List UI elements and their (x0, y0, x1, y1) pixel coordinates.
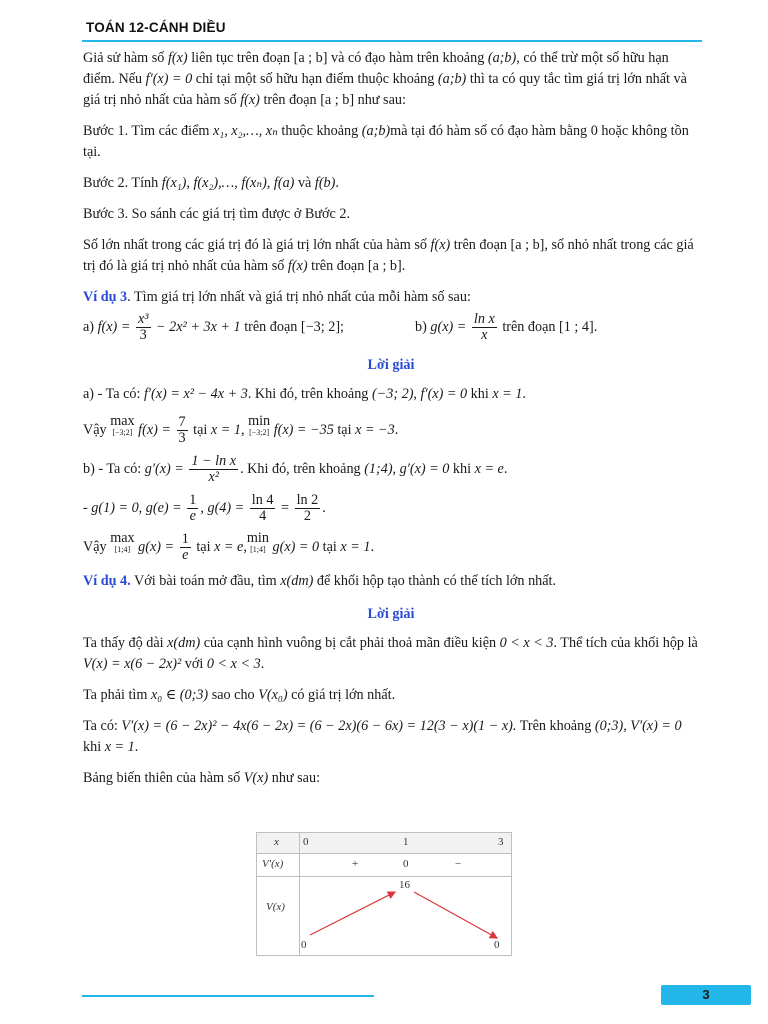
interval: [1;4] (250, 545, 266, 554)
text: trên đoạn [a ; b] như sau: (259, 92, 406, 108)
math: (0;3), V′(x) = 0 (594, 718, 682, 734)
text: sao cho (208, 687, 259, 703)
solution-4-goal (83, 685, 699, 706)
x-value: 1 (403, 836, 409, 848)
example-label: Ví dụ 3 (83, 289, 128, 305)
page-content (83, 48, 699, 799)
function-row-label: V(x) (266, 901, 285, 913)
solution-4-derivative (83, 716, 699, 758)
math: x = 1 (340, 538, 371, 555)
math: , g(4) = (200, 499, 248, 516)
numerator: ln x (473, 311, 495, 327)
intro-paragraph (83, 48, 699, 111)
text: tại (333, 421, 356, 438)
variation-table (256, 832, 512, 956)
decreasing-arrow (414, 892, 497, 938)
header-divider (82, 40, 702, 42)
text: thì ta có quy tắc tìm giá trị lớn nhất và giá trị nhỏ nhất của hàm số (83, 71, 687, 108)
fraction (177, 415, 188, 446)
text: Trên khoảng (516, 718, 595, 734)
text: liên tục trên đoạn [a ; b] và có đạo hàm trên khoảng (187, 50, 488, 66)
denominator: 3 (139, 327, 147, 343)
math: V(x) (243, 770, 269, 786)
text: . Khi đó, trên khoảng (240, 460, 365, 477)
math: x₁, x₂,…, xₙ (212, 123, 278, 139)
text: Bảng biến thiên của hàm số (83, 770, 244, 786)
numerator: x³ (137, 311, 149, 327)
text: Vậy (83, 538, 111, 555)
text: thuộc khoảng (277, 123, 362, 139)
fraction (295, 493, 321, 524)
document-header-title: TOÁN 12-CÁNH DIỀU (86, 20, 226, 35)
text: . (394, 421, 399, 438)
solution-4-condition (83, 633, 699, 675)
example-3-problems (83, 312, 699, 343)
solution-4-heading: Lời giải (367, 606, 415, 622)
fraction (189, 454, 238, 485)
text: . Khi đó, trên khoảng (247, 386, 372, 402)
numerator: 1 (189, 492, 197, 508)
text: Ta phải tìm (83, 687, 151, 703)
interval: [1;4] (114, 545, 131, 554)
derivative-sign: + (352, 858, 359, 870)
min-operator (247, 532, 269, 554)
denominator: e (189, 508, 196, 524)
fraction (472, 312, 497, 343)
text: của cạnh hình vuông bị cắt phải thoả mãn điều kiện (200, 635, 500, 651)
numerator: ln 2 (296, 492, 319, 508)
step-2 (83, 173, 699, 194)
text: , có thể trừ một số hữu hạn điểm. Nếu (83, 50, 669, 87)
math: x = e (474, 460, 504, 477)
math: (a;b) (487, 50, 517, 66)
fraction (180, 532, 191, 563)
problem-b (413, 312, 597, 343)
denominator: 3 (178, 430, 186, 446)
text: . Tìm giá trị lớn nhất và giá trị nhỏ nhất của mỗi hàm số sau: (127, 289, 471, 305)
text: . (134, 739, 139, 755)
step-3: Bước 3. So sánh các giá trị tìm được ở Bước 2. (83, 206, 351, 222)
text: Vậy (83, 421, 111, 438)
math: x = e, (214, 538, 247, 555)
text: khi (467, 386, 493, 402)
text: khi (83, 739, 105, 755)
text: = (277, 499, 293, 516)
text: tại (192, 538, 215, 555)
example-4-prompt (83, 571, 699, 592)
solution-3a-result (83, 415, 699, 446)
text: . (322, 499, 326, 516)
denominator: e (182, 547, 189, 563)
math: V(x₀) (258, 687, 288, 703)
page-number-badge: 3 (661, 985, 751, 1005)
text: trên đoạn [1 ; 4]. (498, 318, 598, 335)
fraction (136, 312, 151, 343)
text: Ta thấy độ dài (83, 635, 168, 651)
x-row-label: x (274, 836, 279, 848)
text: tại (319, 538, 341, 555)
variation-arrows (256, 832, 512, 956)
example-3-prompt (83, 287, 699, 308)
max-label: max (110, 413, 135, 429)
denominator: x (481, 327, 488, 343)
math: V′(x) = (6 − 2x)² − 4x(6 − 2x) = (6 − 2x)(6 − 6x) = 12(3 − x)(1 − x). (121, 718, 517, 734)
text: a) - Ta có: (83, 386, 144, 402)
text: Giả sử hàm số (83, 50, 168, 66)
max-operator (110, 415, 134, 437)
min-label: min (248, 413, 271, 429)
interval: [−3;2] (112, 428, 133, 437)
math: f(x) (287, 258, 308, 274)
text: Bước 1. Tìm các điểm (83, 123, 213, 139)
math: x = 1 (104, 739, 135, 755)
math: (1;4), g′(x) = 0 (364, 460, 450, 477)
math: f(x₁), f(x₂),…, f(xₙ), f(a) (161, 175, 295, 191)
text: - (83, 499, 92, 516)
text: . (260, 656, 265, 672)
math: x(dm) (280, 573, 314, 589)
derivative-row-label: V′(x) (262, 858, 284, 870)
denominator: x² (208, 469, 220, 485)
math: (a;b) (361, 123, 391, 139)
text: , (240, 421, 249, 438)
x-value: 0 (303, 836, 309, 848)
function-end-value: 0 (494, 939, 500, 951)
text: Ta có: (83, 718, 122, 734)
text: có giá trị lớn nhất. (287, 687, 396, 703)
example-label: Ví dụ 4. (83, 573, 131, 589)
min-operator (248, 415, 270, 437)
math: f(x) (430, 237, 451, 253)
math: x = 1 (492, 386, 523, 402)
text: khi (449, 460, 475, 477)
text: trên đoạn [a ; b]. (307, 258, 406, 274)
math: (−3; 2), f′(x) = 0 (371, 386, 468, 402)
text: và (294, 175, 315, 191)
text: để khối hộp tạo thành có thể tích lớn nhất. (313, 573, 557, 589)
numerator: 1 − ln x (191, 453, 237, 469)
math: g(x) = 0 (272, 538, 320, 555)
increasing-arrow (310, 892, 395, 935)
math: f′(x) = 0 (145, 71, 193, 87)
math: f(x) = −35 (273, 421, 334, 438)
math: g(x) = (430, 318, 470, 335)
text: Số lớn nhất trong các giá trị đó là giá trị lớn nhất của hàm số (83, 237, 431, 253)
math: 0 < x < 3 (206, 656, 261, 672)
derivative-sign: 0 (403, 858, 409, 870)
solution-3b-values (83, 493, 699, 524)
max-operator (110, 532, 134, 554)
text: chỉ tại một số hữu hạn điểm thuộc khoảng (192, 71, 438, 87)
denominator: 4 (259, 508, 267, 524)
math: x(dm) (167, 635, 201, 651)
text: . (503, 460, 508, 477)
step-conclusion (83, 235, 699, 277)
derivative-sign: − (455, 858, 462, 870)
max-label: max (110, 530, 135, 546)
math: f(b) (314, 175, 336, 191)
text: trên đoạn [a ; b], số nhỏ nhất trong các giá trị đó là giá trị nhỏ nhất của hàm số (83, 237, 694, 274)
math: f(x) = (138, 421, 175, 438)
text: với (181, 656, 207, 672)
problem-a (83, 312, 413, 343)
math: − 2x² + 3x + 1 (152, 318, 241, 335)
math: f(x) = (97, 318, 134, 335)
solution-3-heading: Lời giải (367, 357, 415, 373)
text: . (335, 175, 339, 191)
text: b) (415, 318, 431, 335)
math: x = 1 (210, 421, 241, 438)
fraction (187, 493, 198, 524)
math: g(1) = 0, g(e) = (91, 499, 186, 516)
math: f′(x) = x² − 4x + 3 (143, 386, 248, 402)
numerator: ln 4 (251, 492, 274, 508)
math: f(x) (240, 92, 260, 108)
x-value: 3 (498, 836, 504, 848)
text: b) - Ta có: (83, 460, 145, 477)
function-max-value: 16 (399, 879, 410, 891)
text: . Thể tích của khối hộp là (553, 635, 698, 651)
denominator: 2 (303, 508, 311, 524)
text: mà tại đó hàm số có đạo hàm bằng 0 hoặc không tồn tại. (83, 123, 689, 160)
math: g(x) = (138, 538, 178, 555)
text: . (522, 386, 526, 402)
numerator: 7 (178, 414, 186, 430)
solution-3b-derivative (83, 454, 699, 485)
math: x₀ ∈ (0;3) (150, 687, 209, 703)
math: (a;b) (437, 71, 467, 87)
solution-3b-result (83, 532, 699, 563)
step-1 (83, 121, 699, 163)
min-label: min (246, 530, 269, 546)
math: f(x) (167, 50, 188, 66)
numerator: 1 (181, 531, 189, 547)
footer-divider (82, 995, 374, 997)
interval: [−3;2] (249, 428, 270, 437)
text: tại (189, 421, 211, 438)
text: a) (83, 318, 98, 335)
solution-4-table-intro (83, 768, 699, 789)
text: Bước 2. Tính (83, 175, 162, 191)
solution-3a-derivative (83, 384, 699, 405)
math: x = −3 (355, 421, 395, 438)
math: V(x) = x(6 − 2x)² (83, 656, 182, 672)
fraction (250, 493, 276, 524)
math: g′(x) = (144, 460, 188, 477)
text: Với bài toán mở đầu, tìm (130, 573, 281, 589)
math: 0 < x < 3 (499, 635, 554, 651)
function-start-value: 0 (301, 939, 307, 951)
text: . (370, 538, 374, 555)
text: như sau: (268, 770, 321, 786)
text: trên đoạn [−3; 2]; (240, 318, 344, 335)
